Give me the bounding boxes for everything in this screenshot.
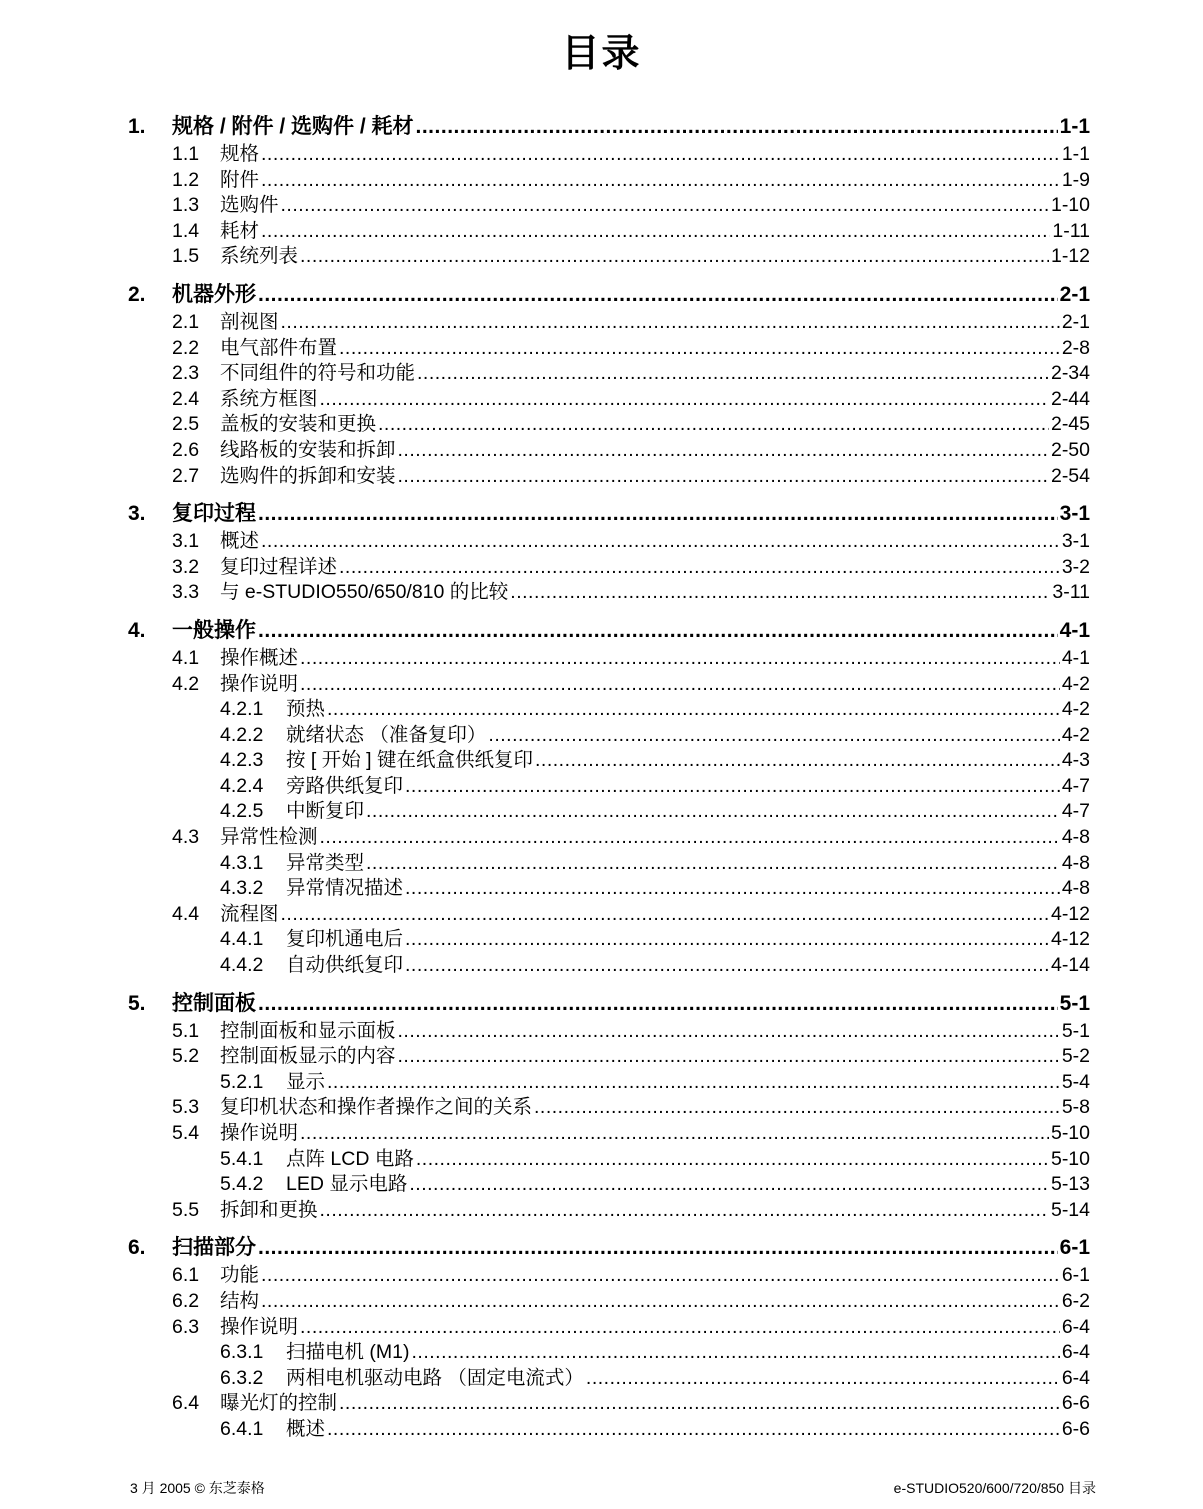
- dot-leader: [398, 1044, 1060, 1070]
- dot-leader: [586, 1366, 1060, 1392]
- toc-entry-number: 6.: [128, 1236, 146, 1260]
- toc-entry-page: 2-1: [1059, 282, 1090, 306]
- toc-entry-number: 4.4: [172, 902, 200, 925]
- toc-section: [128, 1233, 1090, 1442]
- toc-entry-number: 4.3: [172, 826, 200, 849]
- toc-entry[interactable]: [128, 580, 1090, 606]
- toc-entry-number: 2.3: [172, 362, 200, 385]
- dot-leader: [366, 799, 1060, 825]
- toc-entry-page: 6-6: [1061, 1392, 1090, 1415]
- toc-entry[interactable]: [128, 646, 1090, 672]
- toc-entry-title: 异常性检测: [220, 826, 318, 849]
- toc-entry-title: 按 [ 开始 ] 键在纸盒供纸复印: [286, 749, 534, 772]
- dot-leader: [417, 361, 1049, 387]
- toc-entry-page: 3-2: [1061, 555, 1090, 578]
- toc-chapter-entry[interactable]: [128, 499, 1090, 529]
- footer: [130, 1478, 1096, 1498]
- toc-entry-number: 2.6: [172, 438, 200, 461]
- dot-leader: [339, 1391, 1060, 1417]
- toc-entry-page: 2-8: [1061, 336, 1090, 359]
- toc-entry-page: 2-45: [1050, 413, 1090, 436]
- toc-entry[interactable]: [128, 438, 1090, 464]
- dot-leader: [405, 774, 1060, 800]
- dot-leader: [300, 244, 1049, 270]
- toc-entry-number: 5.3: [172, 1096, 200, 1119]
- toc-entry-page: 4-2: [1061, 698, 1090, 721]
- toc-entry[interactable]: [128, 1198, 1090, 1224]
- toc-entry-page: 5-8: [1061, 1096, 1090, 1119]
- toc-entry-page: 4-3: [1061, 749, 1090, 772]
- dot-leader: [398, 464, 1049, 490]
- toc-entry-title: 选购件的拆卸和安装: [220, 464, 396, 487]
- toc-entry-title: 一般操作: [172, 618, 256, 642]
- toc-entry-title: 结构: [220, 1289, 260, 1312]
- toc-entry-title: 线路板的安装和拆卸: [220, 438, 396, 461]
- toc-entry-page: 6-1: [1061, 1264, 1090, 1287]
- toc-entry-title: 概述: [220, 530, 260, 553]
- toc-entry-number: 4.1: [172, 646, 200, 669]
- toc-section: [128, 499, 1090, 606]
- toc-entry-page: 1-1: [1059, 115, 1090, 138]
- toc-entry-title: 点阵 LCD 电路: [286, 1147, 414, 1170]
- toc-entry-number: 6.4.1: [220, 1417, 264, 1440]
- toc-entry[interactable]: [128, 464, 1090, 490]
- toc-entry-page: 4-2: [1061, 672, 1090, 695]
- dot-leader: [534, 1095, 1060, 1121]
- dot-leader: [261, 1263, 1060, 1289]
- toc-entry-number: 1.3: [172, 194, 200, 217]
- dot-leader: [378, 412, 1049, 438]
- toc-entry-title: 规格 / 附件 / 选购件 / 耗材: [172, 115, 414, 138]
- dot-leader: [261, 168, 1060, 194]
- dot-leader: [281, 902, 1049, 928]
- toc-entry-number: 1.4: [172, 219, 200, 242]
- toc-entry-number: 5.2.1: [220, 1070, 264, 1093]
- dot-leader: [300, 646, 1060, 672]
- toc-entry-title: 操作说明: [220, 672, 299, 695]
- toc-entry-number: 2.7: [172, 464, 200, 487]
- toc-entry-title: 操作说明: [220, 1315, 299, 1338]
- toc-entry-page: 3-11: [1052, 581, 1090, 604]
- toc-entry-number: 2.: [128, 282, 146, 306]
- toc-entry[interactable]: [128, 799, 1090, 825]
- toc-entry[interactable]: [128, 927, 1090, 953]
- toc-entry-title: 拆卸和更换: [220, 1198, 318, 1221]
- toc-entry-page: 4-14: [1050, 954, 1090, 977]
- toc-entry-page: 6-4: [1061, 1366, 1090, 1389]
- toc-entry-number: 1.5: [172, 245, 200, 268]
- dot-leader: [320, 387, 1049, 413]
- toc-entry-page: 1-1: [1061, 143, 1090, 165]
- toc-entry[interactable]: [128, 1417, 1090, 1443]
- toc-entry[interactable]: [128, 142, 1090, 168]
- toc-entry-title: 控制面板显示的内容: [220, 1045, 396, 1068]
- toc-entry-title: 操作概述: [220, 646, 299, 669]
- toc-entry[interactable]: [128, 1095, 1090, 1121]
- toc-entry-title: 系统方框图: [220, 387, 318, 410]
- toc-entry-title: 曝光灯的控制: [220, 1392, 338, 1415]
- dot-leader: [258, 989, 1058, 1019]
- footer-left: 3 月 2005 © 东芝泰格: [130, 1480, 265, 1496]
- toc-entry-number: 4.4.1: [220, 928, 264, 951]
- toc-entry[interactable]: [128, 1263, 1090, 1289]
- toc-entry-number: 4.3.1: [220, 851, 264, 874]
- toc-entry[interactable]: [128, 361, 1090, 387]
- toc-entry-title: 规格: [220, 143, 260, 165]
- dot-leader: [320, 825, 1060, 851]
- toc-chapter-entry[interactable]: [128, 280, 1090, 310]
- toc-entry-number: 3.3: [172, 581, 200, 604]
- toc-entry-title: 自动供纸复印: [286, 954, 404, 977]
- toc-entry-title: 与 e-STUDIO550/650/810 的比较: [220, 581, 509, 604]
- toc-entry[interactable]: [128, 1044, 1090, 1070]
- toc-entry[interactable]: [128, 876, 1090, 902]
- dot-leader: [327, 1070, 1060, 1096]
- toc-entry[interactable]: [128, 555, 1090, 581]
- dot-leader: [339, 336, 1060, 362]
- dot-leader: [327, 1417, 1060, 1443]
- dot-leader: [258, 280, 1058, 310]
- toc-entry-title: 盖板的安装和更换: [220, 413, 377, 436]
- dot-leader: [258, 616, 1058, 646]
- toc-entry-number: 1.: [128, 115, 146, 138]
- toc-entry-page: 5-14: [1050, 1198, 1090, 1221]
- dot-leader: [488, 723, 1059, 749]
- toc-entry-page: 6-1: [1059, 1236, 1090, 1260]
- toc-entry-title: 旁路供纸复印: [286, 774, 404, 797]
- toc-entry[interactable]: [128, 723, 1090, 749]
- toc-entry[interactable]: [128, 672, 1090, 698]
- dot-leader: [300, 1315, 1060, 1341]
- toc-entry-number: 3.: [128, 502, 146, 526]
- dot-leader: [327, 697, 1060, 723]
- toc-entry-title: LED 显示电路: [286, 1173, 408, 1196]
- toc-entry[interactable]: [128, 851, 1090, 877]
- dot-leader: [281, 310, 1060, 336]
- dot-leader: [412, 1340, 1060, 1366]
- toc-entry-number: 5.2: [172, 1045, 200, 1068]
- table-of-contents: [128, 112, 1090, 1453]
- toc-entry-title: 流程图: [220, 902, 279, 925]
- toc-entry-title: 附件: [220, 168, 260, 191]
- page-title: 目录: [561, 33, 642, 75]
- toc-chapter-entry[interactable]: [128, 1233, 1090, 1263]
- toc-entry-number: 4.2: [172, 672, 200, 695]
- toc-entry[interactable]: [128, 697, 1090, 723]
- toc-entry-number: 4.4.2: [220, 954, 264, 977]
- toc-entry-number: 1.1: [172, 143, 200, 165]
- toc-chapter-entry[interactable]: [128, 616, 1090, 646]
- toc-entry-page: 4-12: [1050, 902, 1090, 925]
- dot-leader: [535, 748, 1060, 774]
- dot-leader: [339, 555, 1060, 581]
- toc-entry-number: 5.: [128, 991, 146, 1015]
- toc-entry-number: 6.4: [172, 1392, 200, 1415]
- toc-entry[interactable]: [128, 748, 1090, 774]
- toc-section: [128, 112, 1090, 270]
- toc-entry-number: 4.2.1: [220, 698, 264, 721]
- toc-entry-title: 概述: [286, 1417, 326, 1440]
- toc-entry-title: 显示: [286, 1070, 326, 1093]
- toc-entry-page: 4-8: [1061, 851, 1090, 874]
- toc-entry[interactable]: [128, 310, 1090, 336]
- toc-chapter-entry[interactable]: [128, 112, 1090, 142]
- toc-entry[interactable]: [128, 387, 1090, 413]
- toc-entry-page: 5-4: [1061, 1070, 1090, 1093]
- toc-entry-title: 不同组件的符号和功能: [220, 362, 416, 385]
- toc-entry-title: 两相电机驱动电路 （固定电流式）: [286, 1366, 584, 1389]
- toc-entry[interactable]: [128, 774, 1090, 800]
- toc-entry-number: 2.5: [172, 413, 200, 436]
- toc-entry-page: 2-34: [1050, 362, 1090, 385]
- toc-entry-page: 2-44: [1050, 387, 1090, 410]
- dot-leader: [405, 876, 1060, 902]
- toc-entry-title: 耗材: [220, 219, 260, 242]
- toc-entry-title: 电气部件布置: [220, 336, 338, 359]
- toc-entry-title: 扫描电机 (M1): [286, 1341, 410, 1364]
- toc-entry[interactable]: [128, 1391, 1090, 1417]
- toc-entry[interactable]: [128, 412, 1090, 438]
- dot-leader: [261, 219, 1050, 245]
- toc-entry-page: 5-10: [1050, 1122, 1090, 1144]
- dot-leader: [405, 927, 1049, 953]
- toc-entry-page: 2-50: [1050, 438, 1090, 461]
- toc-entry-page: 6-4: [1061, 1315, 1090, 1338]
- toc-entry-title: 复印机状态和操作者操作之间的关系: [220, 1096, 533, 1119]
- toc-entry-number: 6.2: [172, 1289, 200, 1312]
- toc-entry-title: 控制面板: [172, 991, 256, 1015]
- toc-entry[interactable]: [128, 529, 1090, 555]
- toc-entry-title: 复印过程详述: [220, 555, 338, 578]
- toc-entry-page: 3-1: [1061, 530, 1090, 553]
- toc-entry-number: 5.4.1: [220, 1147, 264, 1170]
- toc-entry-page: 4-1: [1059, 618, 1090, 642]
- dot-leader: [281, 193, 1049, 219]
- toc-entry-title: 预热: [286, 698, 326, 721]
- dot-leader: [261, 1289, 1060, 1315]
- toc-entry-number: 4.3.2: [220, 877, 264, 900]
- toc-entry-page: 1-10: [1050, 194, 1090, 217]
- toc-entry[interactable]: [128, 193, 1090, 219]
- toc-entry[interactable]: [128, 1070, 1090, 1096]
- toc-entry[interactable]: [128, 1340, 1090, 1366]
- toc-entry-page: 2-54: [1050, 464, 1090, 487]
- toc-entry-number: 4.: [128, 618, 146, 642]
- dot-leader: [366, 851, 1060, 877]
- toc-entry-number: 4.2.5: [220, 800, 264, 823]
- toc-entry-page: 4-8: [1061, 877, 1090, 900]
- toc-entry[interactable]: [128, 1019, 1090, 1045]
- toc-entry-title: 复印机通电后: [286, 928, 404, 951]
- toc-entry[interactable]: [128, 168, 1090, 194]
- dot-leader: [300, 1121, 1049, 1147]
- footer-right: e-STUDIO520/600/720/850 目录: [893, 1480, 1096, 1496]
- toc-entry-page: 5-13: [1050, 1173, 1090, 1196]
- toc-entry-page: 4-1: [1061, 646, 1090, 669]
- toc-entry[interactable]: [128, 1147, 1090, 1173]
- toc-entry-title: 剖视图: [220, 310, 279, 333]
- toc-entry-number: 6.3.2: [220, 1366, 264, 1389]
- toc-chapter-entry[interactable]: [128, 989, 1090, 1019]
- dot-leader: [320, 1198, 1049, 1224]
- dot-leader: [398, 1019, 1060, 1045]
- toc-entry-page: 4-7: [1061, 800, 1090, 823]
- toc-entry-page: 6-2: [1061, 1289, 1090, 1312]
- toc-entry-page: 5-10: [1050, 1147, 1090, 1170]
- dot-leader: [510, 580, 1050, 606]
- toc-entry-page: 2-1: [1061, 310, 1090, 333]
- toc-entry-title: 异常类型: [286, 851, 365, 874]
- toc-entry[interactable]: [128, 1315, 1090, 1341]
- toc-entry-number: 6.3.1: [220, 1341, 264, 1364]
- toc-section: [128, 989, 1090, 1224]
- toc-entry-number: 3.2: [172, 555, 200, 578]
- toc-entry-title: 系统列表: [220, 245, 299, 268]
- toc-entry[interactable]: [128, 825, 1090, 851]
- toc-entry-title: 异常情况描述: [286, 877, 404, 900]
- dot-leader: [416, 112, 1058, 142]
- toc-entry-title: 控制面板和显示面板: [220, 1019, 396, 1042]
- toc-entry-page: 5-2: [1061, 1045, 1090, 1068]
- toc-entry-number: 5.4.2: [220, 1173, 264, 1196]
- dot-leader: [261, 529, 1060, 555]
- dot-leader: [405, 953, 1049, 979]
- toc-entry-number: 4.2.2: [220, 723, 264, 746]
- toc-entry-page: 6-6: [1061, 1417, 1090, 1440]
- toc-entry-page: 5-1: [1059, 991, 1090, 1015]
- toc-entry[interactable]: [128, 1121, 1090, 1147]
- toc-entry[interactable]: [128, 902, 1090, 928]
- toc-entry-title: 就绪状态 （准备复印）: [286, 723, 487, 746]
- toc-entry-number: 5.5: [172, 1198, 200, 1221]
- toc-entry-title: 中断复印: [286, 800, 365, 823]
- toc-entry-page: 6-4: [1061, 1341, 1090, 1364]
- toc-entry-page: 4-7: [1061, 774, 1090, 797]
- dot-leader: [258, 1233, 1058, 1263]
- toc-entry[interactable]: [128, 1366, 1090, 1392]
- toc-entry-number: 4.2.3: [220, 749, 264, 772]
- toc-entry-page: 4-8: [1061, 826, 1090, 849]
- toc-entry-page: 1-9: [1061, 168, 1090, 191]
- toc-entry-number: 5.1: [172, 1019, 200, 1042]
- toc-entry-number: 5.4: [172, 1122, 200, 1144]
- toc-entry-title: 复印过程: [172, 502, 256, 526]
- toc-entry[interactable]: [128, 336, 1090, 362]
- toc-entry-number: 4.2.4: [220, 774, 264, 797]
- toc-entry-title: 功能: [220, 1264, 260, 1287]
- toc-entry[interactable]: [128, 1172, 1090, 1198]
- toc-entry[interactable]: [128, 1289, 1090, 1315]
- toc-entry-title: 扫描部分: [172, 1236, 256, 1260]
- toc-entry-number: 2.4: [172, 387, 200, 410]
- toc-entry-page: 4-12: [1050, 928, 1090, 951]
- toc-entry-title: 选购件: [220, 194, 279, 217]
- toc-entry-number: 6.3: [172, 1315, 200, 1338]
- dot-leader: [300, 672, 1060, 698]
- toc-section: [128, 616, 1090, 979]
- toc-entry-number: 3.1: [172, 530, 200, 553]
- toc-entry[interactable]: [128, 244, 1090, 270]
- toc-entry[interactable]: [128, 219, 1090, 245]
- dot-leader: [409, 1172, 1049, 1198]
- toc-entry-page: 1-11: [1052, 219, 1090, 242]
- toc-entry-page: 4-2: [1061, 723, 1090, 746]
- toc-entry-number: 1.2: [172, 168, 200, 191]
- dot-leader: [416, 1147, 1049, 1173]
- toc-entry-page: 5-1: [1061, 1019, 1090, 1042]
- toc-entry[interactable]: [128, 953, 1090, 979]
- dot-leader: [398, 438, 1049, 464]
- toc-entry-title: 操作说明: [220, 1122, 299, 1144]
- toc-entry-number: 2.1: [172, 310, 200, 333]
- toc-entry-number: 2.2: [172, 336, 200, 359]
- toc-entry-number: 6.1: [172, 1264, 200, 1287]
- toc-section: [128, 280, 1090, 489]
- dot-leader: [258, 499, 1058, 529]
- toc-entry-page: 1-12: [1050, 245, 1090, 268]
- dot-leader: [261, 142, 1060, 168]
- toc-entry-title: 机器外形: [172, 282, 256, 306]
- toc-entry-page: 3-1: [1059, 502, 1090, 526]
